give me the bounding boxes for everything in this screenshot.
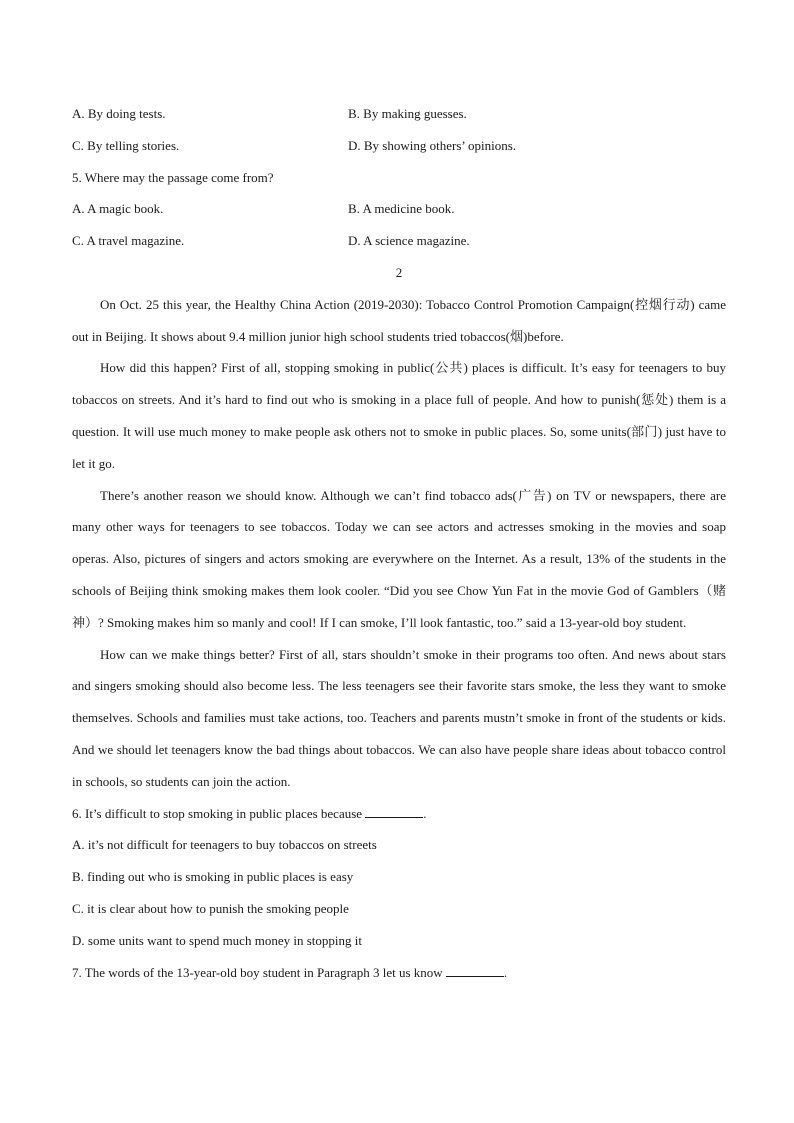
q6-option-a: A. it’s not difficult for teenagers to buy tobaccos on streets [72, 837, 377, 853]
q5-option-b: B. A medicine book. [348, 201, 455, 217]
q5-option-d: D. A science magazine. [348, 233, 470, 249]
q6-option-b: B. finding out who is smoking in public places is easy [72, 869, 354, 885]
q7-answer-blank [446, 964, 504, 977]
q7-stem-end: . [503, 964, 508, 980]
q6-stem-end: . [423, 805, 427, 821]
q4-option-c: C. By telling stories. [72, 137, 180, 153]
passage-paragraph-4: How can we make things better? First of all, stars shouldn’t smoke in their programs too often. And news about stars and singers smoking should also become less. The less teenagers see their favorite stars smoke, the less they want to smoke themselves. Schools and families must take actions, too. Teachers and parents mustn’t smoke in front of the students or kids. And we should let teenagers know the bad things about tobaccos. We can also have people share ideas about tobacco control in schools, so students can join the action. [72, 646, 726, 789]
q4-option-a: A. By doing tests. [72, 106, 166, 121]
passage-paragraph-2: How did this happen? First of all, stopping smoking in public(公共) places is difficult. It’s easy for teenagers to buy tobaccos on streets. And it’s hard to find out who is smoking in a place full of people. And how to punish(惩处) them is a question. It will use much money to make people ask others not to smoke in public places. So, some units(部门) just have to let it go. [72, 360, 726, 471]
q6-option-c: C. it is clear about how to punish the smoking people [72, 900, 349, 916]
q6-option-d: D. some units want to spend much money in stopping it [72, 932, 362, 948]
passage-paragraph-1: On Oct. 25 this year, the Healthy China Action (2019-2030): Tobacco Control Promotion Campaign(控烟行动) came out in Beijing. It shows about 9.4 million junior high school students tried tobaccos(烟)before. [72, 296, 726, 344]
q6-question [72, 798, 726, 830]
q4-options-row-1 [72, 98, 726, 130]
q4-option-d: D. By showing others’ opinions. [348, 137, 517, 153]
passage-paragraph-3: There’s another reason we should know. Although we can’t find tobacco ads(广告) on TV or newspapers, there are many other ways for teenagers to see tobaccos. Today we can see actors and actresses smoking in the movies and soap operas. Also, pictures of singers and actors smoking are everywhere on the Internet. As a result, 13% of the students in the schools of Beijing think smoking makes them look cooler. “Did you see Chow Yun Fat in the movie God of Gamblers（赌神）? Smoking makes him so manly and cool! If I can smoke, I’ll look fantastic, too.” said a 13-year-old boy student. [72, 487, 726, 630]
q5-option-c: C. A travel magazine. [72, 233, 185, 249]
q5-option-a: A. A magic book. [72, 201, 164, 217]
q4-option-b: B. By making guesses. [348, 106, 467, 121]
q4-options-row-2 [72, 130, 726, 162]
q5-question: 5. Where may the passage come from? [72, 169, 274, 185]
q5-options-row-2 [72, 225, 726, 257]
q5-options-row-1 [72, 193, 726, 225]
q6-answer-blank [365, 805, 423, 818]
q7-stem: 7. The words of the 13-year-old boy student in Paragraph 3 let us know [72, 964, 446, 980]
q7-question [72, 957, 726, 989]
q6-stem: 6. It’s difficult to stop smoking in public places because [72, 805, 366, 821]
section-number: 2 [395, 264, 403, 280]
